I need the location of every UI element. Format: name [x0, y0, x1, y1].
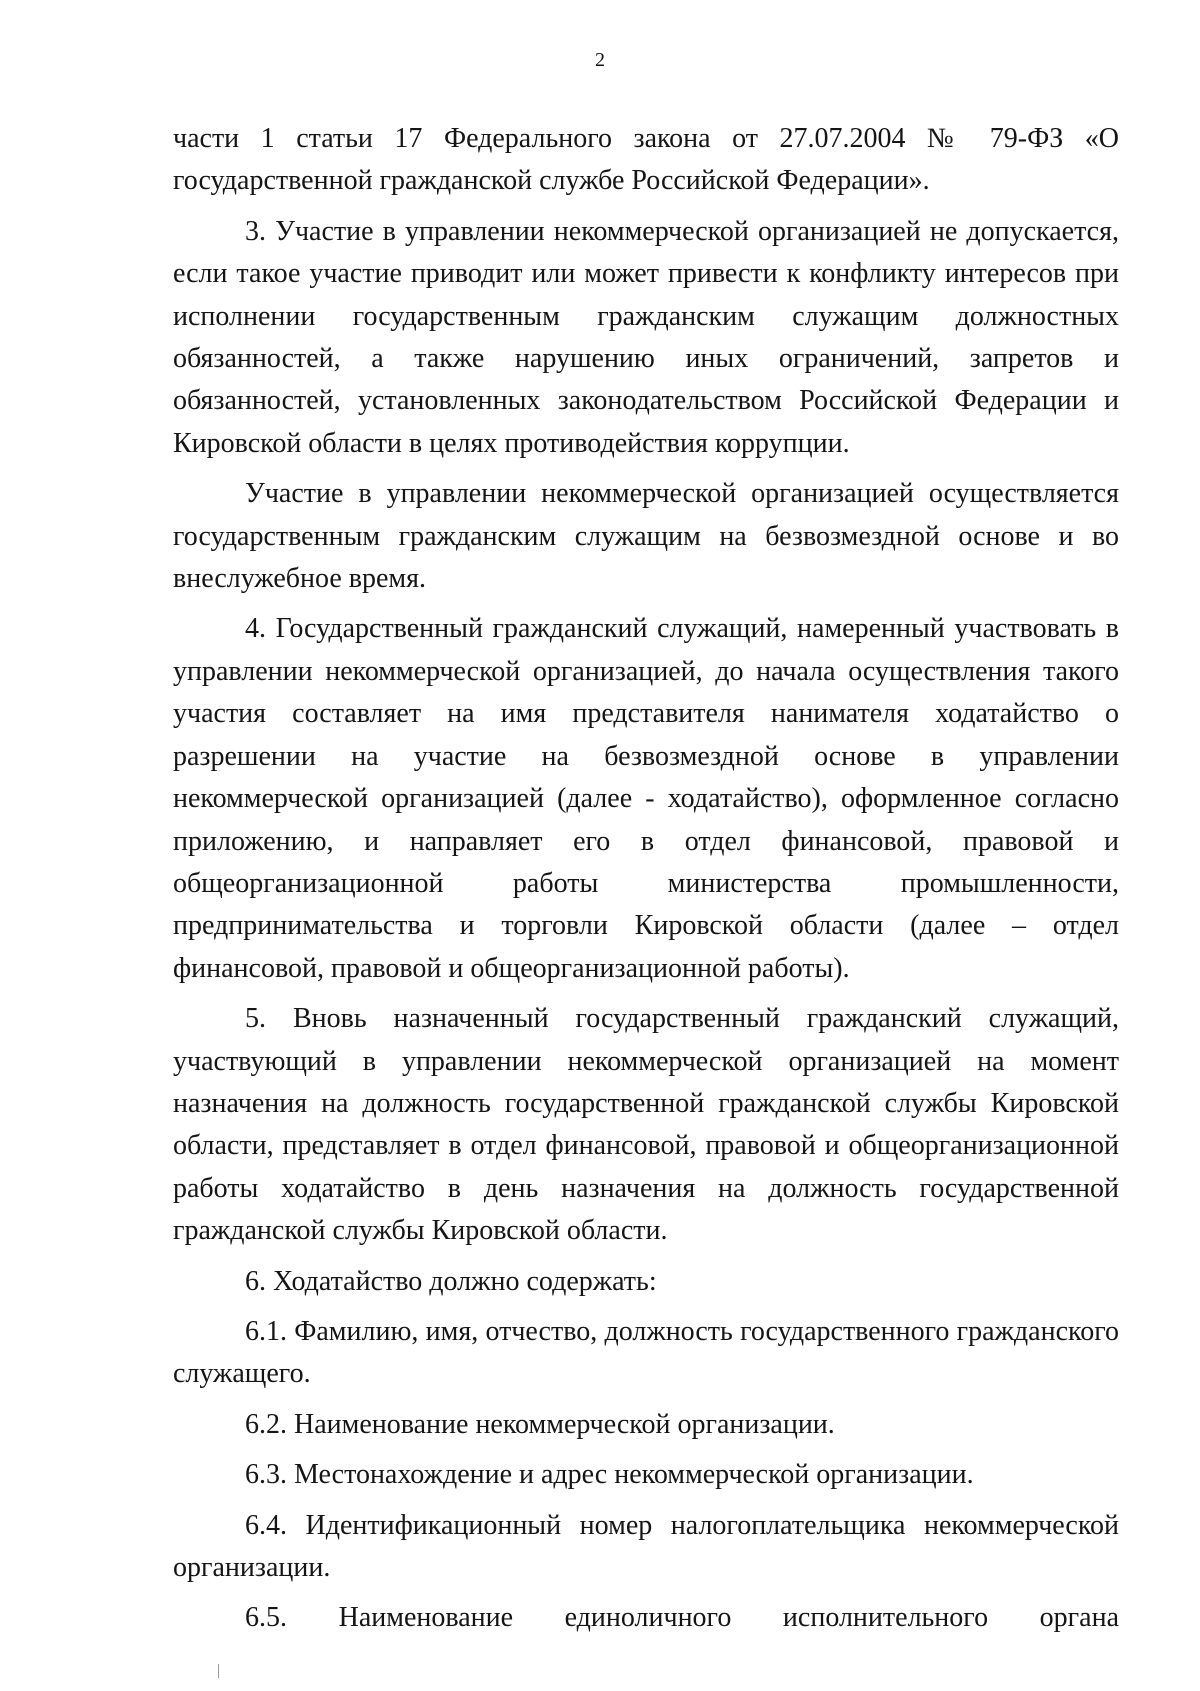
paragraph-participation-terms: Участие в управлении некоммерческой организацией осуществляется государственным гражданским служащим на безвозмездной основе и во внеслужебное время.	[173, 478, 1119, 595]
paragraph-clause-5: 5. Вновь назначенный государственный гражданский служащий, участвующий в управлении некоммерческой организацией на момент назначения на должность государственной гражданской службы Кировской области, представляет в отдел финансовой, правовой и общеорганизационной работы ходатайство в день назначения на должность государственной гражданской службы Кировской области.	[173, 1003, 1119, 1247]
paragraph-clause-6-3: 6.3. Местонахождение и адрес некоммерческой организации.	[245, 1459, 974, 1491]
scan-artifact-mark	[218, 1664, 219, 1678]
paragraph-clause-6-2: 6.2. Наименование некоммерческой организации.	[245, 1408, 835, 1440]
paragraph-clause-6-5: 6.5. Наименование единоличного исполнительного органа	[245, 1602, 1119, 1634]
paragraph-clause-4: 4. Государственный гражданский служащий, намеренный участвовать в управлении некоммерческой организацией, до начала осуществления такого участия составляет на имя представителя нанимателя ходатайство о разрешении на участие на безвозмездной основе в управлении некоммерческой организацией (далее - ходатайство), оформленное согласно приложению, и направляет его в отдел финансовой, правовой и общеорганизационной работы министерства промышленности, предпринимательства и торговли Кировской области (далее – отдел финансовой, правовой и общеорганизационной работы).	[173, 613, 1119, 984]
paragraph-clause-3: 3. Участие в управлении некоммерческой организацией не допускается, если такое участие приводит или может привести к конфликту интересов при исполнении государственным гражданским служащим должностных обязанностей, а также нарушению иных ограничений, запретов и обязанностей, установленных законодательством Российской Федерации и Кировской области в целях противодействия коррупции.	[173, 215, 1119, 459]
page-number: 2	[595, 49, 605, 71]
paragraph-clause-6-1: 6.1. Фамилию, имя, отчество, должность государственного гражданского служащего.	[173, 1315, 1119, 1390]
paragraph-law-reference: части 1 статьи 17 Федерального закона от 27.07.2004 № 79-ФЗ «О государственной гражданской службе Российской Федерации».	[173, 123, 1119, 197]
document-body	[173, 118, 1119, 1640]
paragraph-clause-6: 6. Ходатайство должно содержать:	[245, 1265, 657, 1297]
paragraph-clause-6-4: 6.4. Идентификационный номер налогоплательщика некоммерческой организации.	[173, 1509, 1119, 1583]
